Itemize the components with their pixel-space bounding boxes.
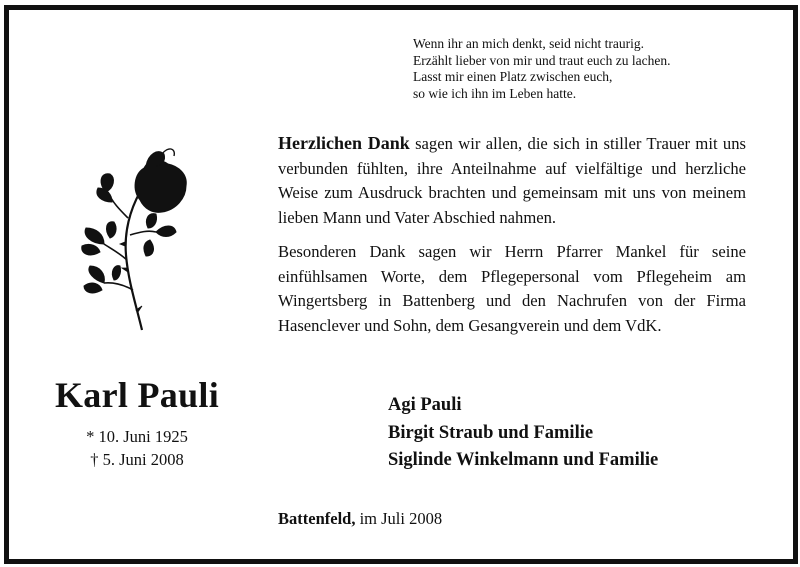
thanks-text <box>278 131 746 338</box>
poem-line: Wenn ihr an mich denkt, seid nicht traurig. <box>413 36 644 51</box>
family-signatures <box>388 392 658 475</box>
special-thanks-paragraph: Besonderen Dank sagen wir Herrn Pfarrer Mankel für seine einfühlsamen Worte, dem Pflegepersonal vom Pflegeheim am Wingertsberg in Battenberg und den Nachrufen von der Firma Hasenclever und Sohn, dem Gesangverein und dem VdK. <box>278 242 746 335</box>
birth-date: * 10. Juni 1925 <box>86 427 188 446</box>
family-member: Siglinde Winkelmann und Familie <box>388 450 659 470</box>
poem-line: Erzählt lieber von mir und traut euch zu lachen. <box>413 52 671 68</box>
deceased-name: Karl Pauli <box>55 375 219 415</box>
thanks-paragraph <box>278 131 746 230</box>
life-dates <box>40 425 234 471</box>
closing-date: im Juli 2008 <box>355 509 443 528</box>
place-name: Battenfeld, <box>278 509 356 528</box>
thanks-heading: Herzlichen Dank <box>278 133 410 153</box>
place-date <box>278 509 442 529</box>
death-date: † 5. Juni 2008 <box>90 450 184 469</box>
family-member: Agi Pauli <box>388 395 462 415</box>
rose-icon <box>78 140 198 332</box>
poem-line: Lasst mir einen Platz zwischen euch, <box>413 69 613 84</box>
thanks-body: sagen wir allen, die sich in stiller Trauer mit uns verbunden fühlten, ihre Anteilnahme auf vielfältige und herzliche Weise zum Ausdruck brachten und gemeinsam mit uns von meinem lieben Mann und Vater Abschied nahmen. <box>278 134 746 227</box>
family-member: Birgit Straub und Familie <box>388 422 594 443</box>
poem <box>413 36 671 102</box>
poem-line: so wie ich ihn im Leben hatte. <box>413 85 577 101</box>
